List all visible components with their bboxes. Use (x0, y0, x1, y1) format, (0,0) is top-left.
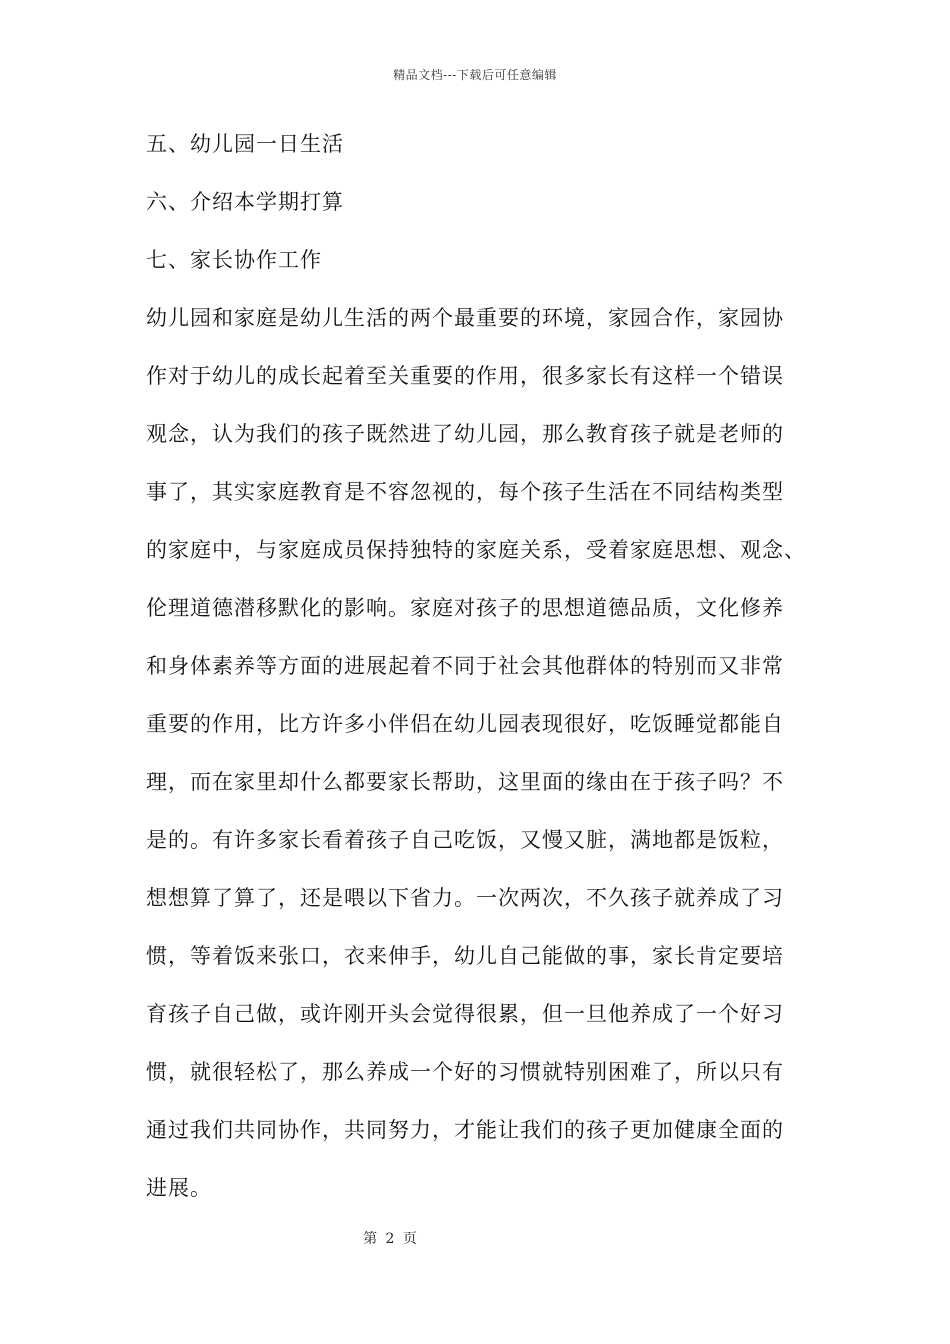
page-number: 2 (385, 1231, 395, 1247)
document-body (146, 130, 822, 1232)
page-footer (0, 1228, 780, 1248)
paragraph-line: 是的。有许多家长看着孩子自己吃饭，又慢又脏，满地都是饭粒， (146, 828, 784, 852)
paragraph-line: 想想算了算了，还是喂以下省力。一次两次，不久孩子就养成了习 (146, 886, 784, 910)
paragraph-line: 的家庭中，与家庭成员保持独特的家庭关系，受着家庭思想、观念、 (146, 538, 806, 562)
page-number-prefix: 第 (363, 1231, 378, 1247)
section-heading-5: 五、幼儿园一日生活 (146, 132, 344, 156)
paragraph-line: 伦理道德潜移默化的影响。家庭对孩子的思想道德品质，文化修养 (146, 596, 784, 620)
paragraph-line: 和身体素养等方面的进展起着不同于社会其他群体的特别而又非常 (146, 654, 784, 678)
paragraph-line: 惯，等着饭来张口，衣来伸手，幼儿自己能做的事，家长肯定要培 (146, 944, 784, 968)
paragraph-line: 事了，其实家庭教育是不容忽视的，每个孩子生活在不同结构类型 (146, 480, 784, 504)
paragraph-line: 进展。 (146, 1176, 212, 1200)
page-header: 精品文档---下载后可任意编辑 (393, 68, 557, 82)
paragraph-line: 理，而在家里却什么都要家长帮助，这里面的缘由在于孩子吗？不 (146, 770, 784, 794)
section-heading-7: 七、家长协作工作 (146, 248, 322, 272)
paragraph-line: 幼儿园和家庭是幼儿生活的两个最重要的环境，家园合作，家园协 (146, 306, 784, 330)
paragraph-line: 惯，就很轻松了，那么养成一个好的习惯就特别困难了，所以只有 (146, 1060, 784, 1084)
paragraph-line: 重要的作用，比方许多小伴侣在幼儿园表现很好，吃饭睡觉都能自 (146, 712, 784, 736)
paragraph-line: 通过我们共同协作，共同努力，才能让我们的孩子更加健康全面的 (146, 1118, 784, 1142)
paragraph-line: 观念，认为我们的孩子既然进了幼儿园，那么教育孩子就是老师的 (146, 422, 784, 446)
paragraph-line: 育孩子自己做，或许刚开头会觉得很累，但一旦他养成了一个好习 (146, 1002, 784, 1026)
section-heading-6: 六、介绍本学期打算 (146, 190, 344, 214)
paragraph-line: 作对于幼儿的成长起着至关重要的作用，很多家长有这样一个错误 (146, 364, 784, 388)
page-number-suffix: 页 (402, 1231, 417, 1247)
